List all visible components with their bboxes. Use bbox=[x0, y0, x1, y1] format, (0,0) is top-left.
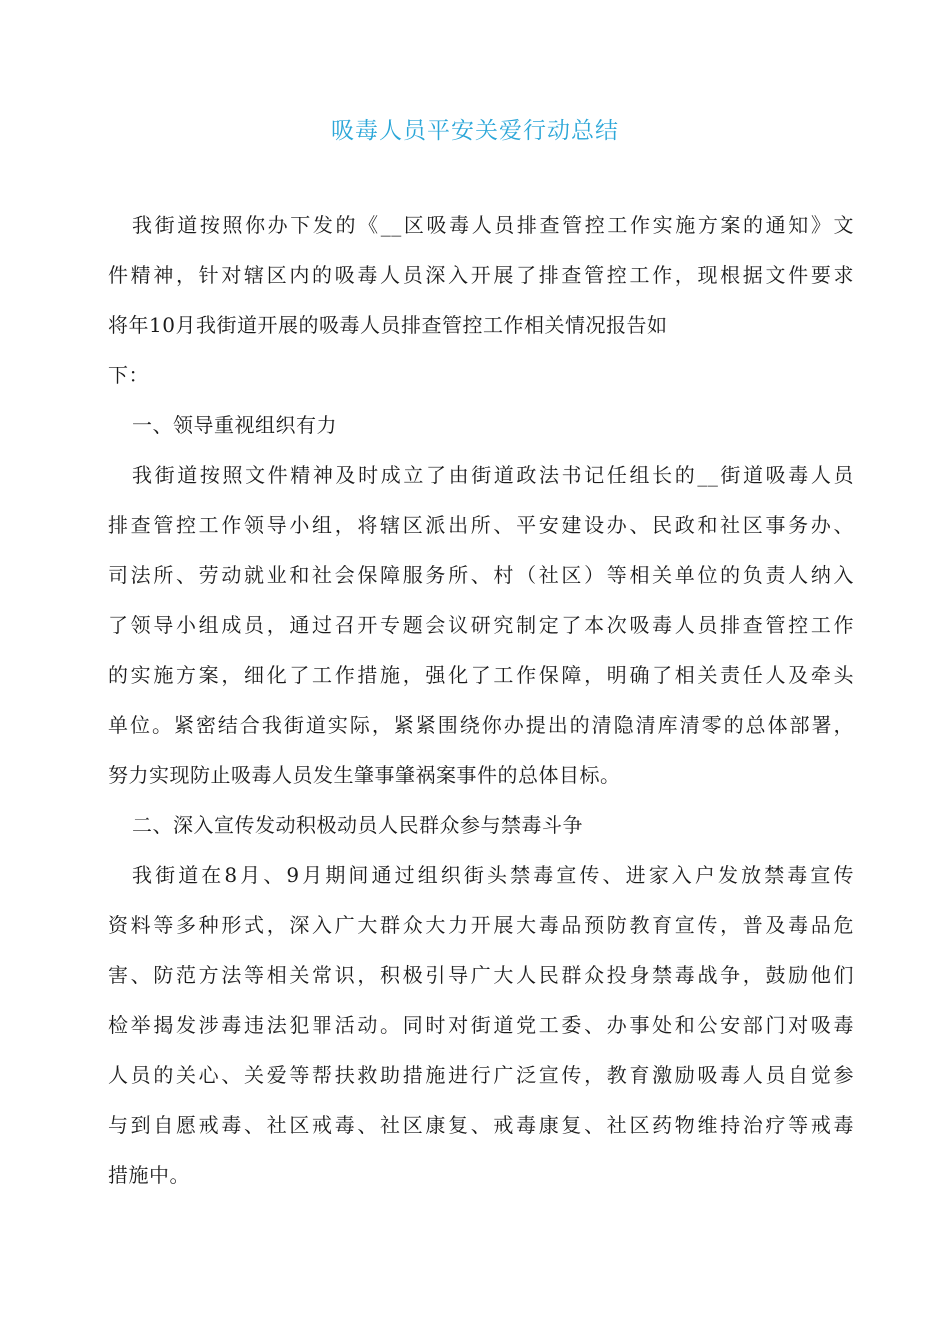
paragraph-line: 了领导小组成员，通过召开专题会议研究制定了本次吸毒人员排查管控工作 bbox=[108, 613, 854, 637]
paragraph-line: 努力实现防止吸毒人员发生肇事肇祸案事件的总体目标。 bbox=[108, 763, 621, 787]
paragraph-line: 司法所、劳动就业和社会保障服务所、村（社区）等相关单位的负责人纳入 bbox=[108, 563, 854, 587]
paragraph-line: 件精神，针对辖区内的吸毒人员深入开展了排查管控工作，现根据文件要求 bbox=[108, 263, 854, 287]
paragraph-line: 资料等多种形式，深入广大群众大力开展大毒品预防教育宣传，普及毒品危 bbox=[108, 913, 854, 937]
paragraph-line: 我街道按照文件精神及时成立了由街道政法书记任组长的__街道吸毒人员 bbox=[132, 463, 854, 487]
paragraph-line: 我街道按照你办下发的《__区吸毒人员排查管控工作实施方案的通知》文 bbox=[132, 213, 854, 237]
paragraph-line: 我街道在8月、9月期间通过组织街头禁毒宣传、进家入户发放禁毒宣传 bbox=[132, 863, 854, 887]
section-heading: 一、领导重视组织有力 bbox=[132, 413, 337, 437]
paragraph-line: 与到自愿戒毒、社区戒毒、社区康复、戒毒康复、社区药物维持治疗等戒毒 bbox=[108, 1113, 854, 1137]
paragraph-line: 排查管控工作领导小组，将辖区派出所、平安建设办、民政和社区事务办、 bbox=[108, 513, 854, 537]
document-title: 吸毒人员平安关爱行动总结 bbox=[331, 118, 619, 144]
paragraph-line: 检举揭发涉毒违法犯罪活动。同时对街道党工委、办事处和公安部门对吸毒 bbox=[108, 1013, 854, 1037]
paragraph-line: 单位。紧密结合我街道实际，紧紧围绕你办提出的清隐清库清零的总体部署， bbox=[108, 713, 854, 737]
paragraph-line: 的实施方案，细化了工作措施，强化了工作保障，明确了相关责任人及牵头 bbox=[108, 663, 854, 687]
paragraph-line: 措施中。 bbox=[108, 1163, 190, 1187]
document-body bbox=[108, 208, 854, 1208]
paragraph-line: 将年10月我街道开展的吸毒人员排查管控工作相关情况报告如 bbox=[108, 313, 668, 337]
paragraph-line: 害、防范方法等相关常识，积极引导广大人民群众投身禁毒战争，鼓励他们 bbox=[108, 963, 854, 987]
section-heading: 二、深入宣传发动积极动员人民群众参与禁毒斗争 bbox=[132, 813, 583, 837]
paragraph-line: 人员的关心、关爱等帮扶救助措施进行广泛宣传，教育激励吸毒人员自觉参 bbox=[108, 1063, 854, 1087]
paragraph-line: 下： bbox=[108, 363, 149, 387]
